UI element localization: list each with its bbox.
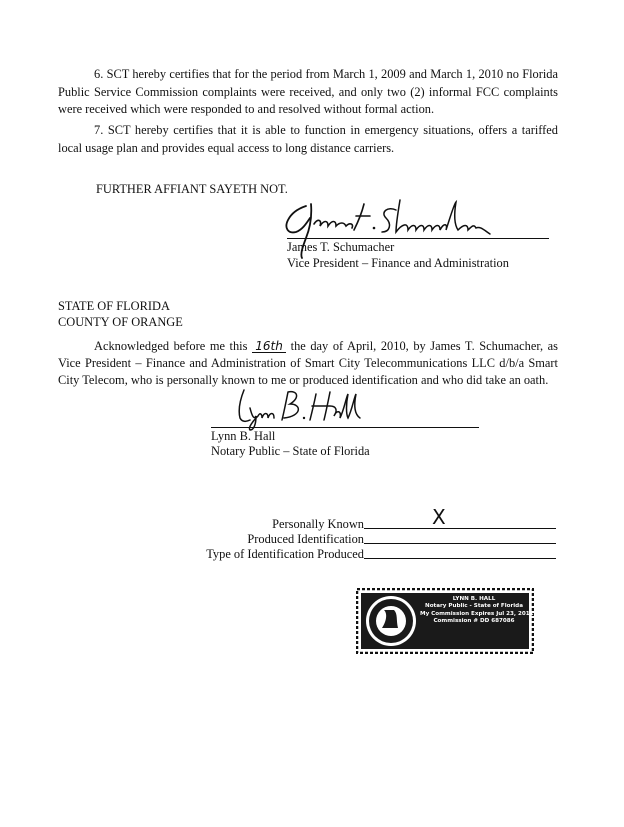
identification-type-line [364,558,556,559]
paragraph-6: 6. SCT hereby certifies that for the period from March 1, 2009 and March 1, 2010 no Florida Public Service Commission complaints were received, and only two (2) informal FCC complaints were received which were responded to and resolved without formal action. [58,67,558,116]
notary-stamp [356,588,534,654]
personally-known-label: Personally Known [272,517,364,531]
notary-title: Notary Public – State of Florida [211,444,370,458]
personally-known-line [364,528,556,529]
affiant-title: Vice President – Finance and Administration [287,256,509,270]
venue-state: STATE OF FLORIDA [58,299,170,313]
stamp-line-2: Notary Public - State of Florida [425,603,523,610]
ack-text-after: the day of April, 2010, by James T. Schumacher, as Vice President – Finance and Administration of Smart City Telecommunications LLC d/b/a Smart City Telecom, who is personally known to me or produced identification and who did take an oath. [58,339,559,387]
produced-identification-label: Produced Identification [247,532,364,546]
notary-signature [226,386,366,432]
ack-day-value: 16th [252,340,286,353]
produced-identification-line [364,543,556,544]
notary-name: Lynn B. Hall [211,429,276,443]
ack-text-before: Acknowledged before me this [94,339,248,353]
paragraph-7: 7. SCT hereby certifies that it is able to function in emergency situations, offers a tariffed local usage plan and provides equal access to long distance carriers. [58,123,558,155]
personally-known-mark: X [432,505,446,529]
stamp-line-4: Commission # DD 687086 [433,618,515,625]
affiant-name: James T. Schumacher [287,240,395,254]
acknowledgment-paragraph [58,338,558,389]
stamp-name: LYNN B. HALL [452,596,496,602]
identification-type-label: Type of Identification Produced [206,547,364,561]
affiant-statement: FURTHER AFFIANT SAYETH NOT. [96,182,288,196]
venue-county: COUNTY OF ORANGE [58,315,183,329]
stamp-line-3: My Commission Expires Jul 23, 2011 [420,610,534,617]
